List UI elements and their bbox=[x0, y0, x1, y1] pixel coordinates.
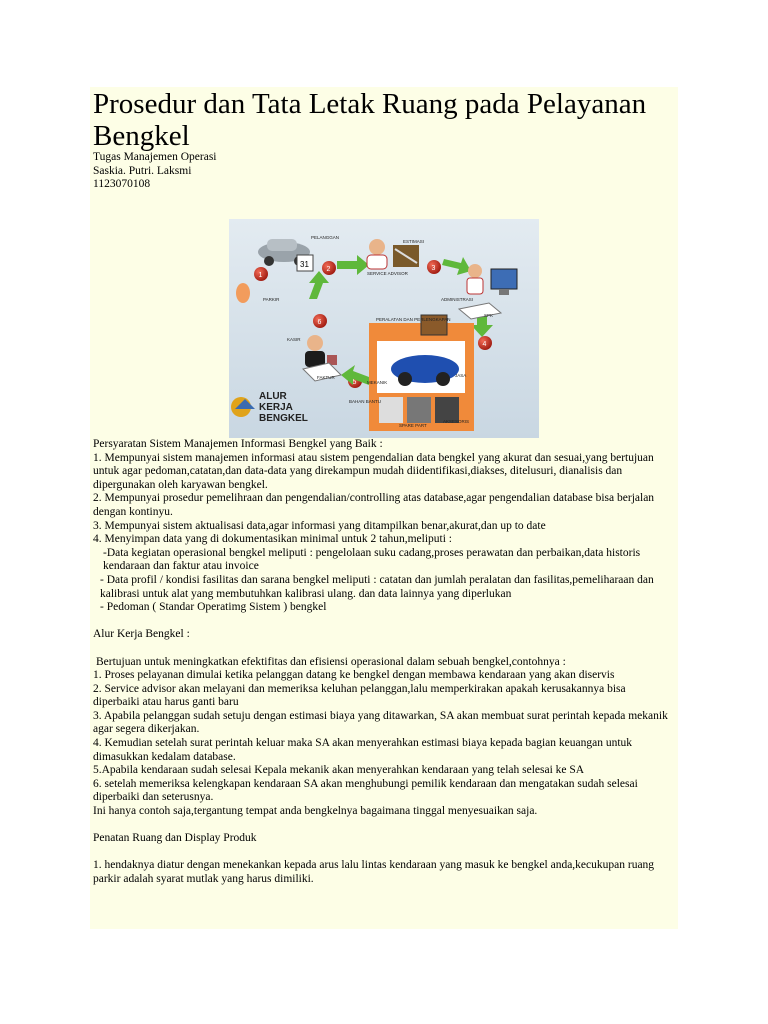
requirement-item-2: 2. Mempunyai prosedur pemelihraan dan pengendalian/controlling atas database,agar pengendalian database bisa berjalan dengan kontinyu. bbox=[93, 492, 655, 518]
requirement-item-1: 1. Mempunyai sistem manajemen informasi atau sistem pengendalian data bengkel yang akurat dan sesuai,yang bertujuan untuk agar pedoman,catatan,dan data-data yang direkampun mudah diidentifikasi,diakses, ditelusuri, dianalisis dan dipergunakan oleh karyawan bengkel. bbox=[93, 451, 654, 491]
label-aksesoris: AKSESORIS bbox=[443, 419, 470, 424]
document-body bbox=[93, 438, 673, 887]
step-number-3: 3 bbox=[431, 265, 436, 272]
label-service-advisor: SERVICE ADVISOR bbox=[367, 271, 408, 276]
mechanic-tools-icon bbox=[393, 245, 419, 267]
step-number-5: 5 bbox=[352, 379, 357, 386]
workflow-figure bbox=[229, 219, 539, 438]
logo-text-alur: ALUR bbox=[259, 391, 287, 402]
label-mekanik: MEKANIK bbox=[367, 380, 388, 385]
document-student-id: 1123070108 bbox=[93, 178, 151, 190]
requirement-subitem-3: - Pedoman ( Standar Operatimg Sistem ) bengkel bbox=[100, 601, 327, 614]
step-ball-4 bbox=[478, 336, 492, 350]
workflow-step-2: 2. Service advisor akan melayani dan memeriksa keluhan pelanggan,lalu memperkirakan apakah kerusakannya bisa diperbaiki atau harus ganti baru bbox=[93, 682, 626, 709]
label-spk: SPK bbox=[484, 313, 494, 318]
label-bahan: BAHAN BANTU bbox=[349, 399, 382, 404]
workflow-intro: Bertujuan untuk meningkatkan efektifitas dan efisiensi operasional dalam sebuah bengkel,contohnya : bbox=[96, 655, 566, 668]
step-number-4: 4 bbox=[482, 341, 487, 348]
document-title: Prosedur dan Tata Letak Ruang pada Pelayanan Bengkel bbox=[93, 88, 647, 152]
section-heading-layout: Penatan Ruang dan Display Produk bbox=[93, 832, 257, 845]
label-parkir: PARKIR bbox=[263, 297, 280, 302]
parking-hand-icon bbox=[236, 283, 250, 303]
document-author: Saskia. Putri. Laksmi bbox=[93, 164, 192, 177]
label-administrasi: ADMINISTRASI bbox=[441, 297, 474, 302]
label-peralatan: PERALATAN DAN PERLENGKAPAN bbox=[376, 317, 451, 322]
workflow-note: Ini hanya contoh saja,tergantung tempat anda bengkelnya bagaimana tinggal menyesuaikan saja. bbox=[93, 805, 538, 818]
step-ball-3 bbox=[427, 260, 441, 274]
section-heading-requirements: Persyaratan Sistem Manajemen Informasi Bengkel yang Baik : bbox=[93, 438, 383, 450]
step-number-2: 2 bbox=[326, 266, 331, 273]
label-jasa: JASA bbox=[455, 373, 467, 378]
step-number-6: 6 bbox=[317, 319, 322, 326]
label-pelanggan: PELANGGAN bbox=[311, 235, 340, 240]
step-ball-1 bbox=[254, 267, 268, 281]
document-subtitle: Tugas Manajemen Operasi bbox=[93, 151, 217, 163]
document-meta bbox=[93, 151, 217, 192]
logo-text-kerja: KERJA bbox=[259, 402, 293, 413]
logo-text-bengkel: BENGKEL bbox=[259, 413, 308, 424]
step-number-1: 1 bbox=[258, 272, 263, 279]
calendar-icon bbox=[297, 255, 313, 271]
workflow-step-1: 1. Proses pelayanan dimulai ketika pelanggan datang ke bengkel dengan membawa kendaraan yang akan diservis bbox=[93, 669, 615, 682]
workflow-step-5: 5.Apabila kendaraan sudah selesai Kepala mekanik akan menyerahkan kendaraan yang telah selesai ke SA bbox=[93, 764, 585, 777]
workflow-step-4: 4. Kemudian setelah surat perintah keluar maka SA akan menyerahkan estimasi biaya kepada bagian keuangan untuk dimasukkan kedalam database. bbox=[93, 737, 633, 763]
label-estimasi: ESTIMASI bbox=[403, 239, 425, 244]
layout-item-1: 1. hendaknya diatur dengan menekankan kepada arus lalu lintas kendaraan yang masuk ke bengkel anda,kecukupan ruang parkir adalah syarat mutlak yang harus dimiliki. bbox=[93, 859, 655, 885]
workflow-diagram bbox=[229, 219, 539, 438]
section-heading-workflow: Alur Kerja Bengkel : bbox=[93, 628, 190, 641]
step-ball-2 bbox=[322, 261, 336, 275]
requirement-subitem-1: -Data kegiatan operasional bengkel meliputi : pengelolaan suku cadang,proses perawatan dan perbaikan,data historis kendaraan dan faktur atau invoice bbox=[103, 546, 641, 573]
requirement-subitem-2: - Data profil / kondisi fasilitas dan sarana bengkel meliputi : catatan dan jumlah peralatan dan fasilitas,pemeliharaan dan kalibrasi untuk alat yang membutuhkan kalibrasi ulang. dan data lainnya yang diperlukan bbox=[100, 573, 654, 600]
workflow-step-6: 6. setelah memeriksa kelengkapan kendaraan SA akan menghubungi pemilik kendaraan dan mengatakan sudah selesai diperbaiki dan seterusnya. bbox=[93, 777, 638, 804]
label-faktur: FAKTUR bbox=[317, 375, 335, 380]
workflow-step-3: 3. Apabila pelanggan sudah setuju dengan estimasi biaya yang ditawarkan, SA akan membuat surat perintah kepada mekanik agar segera dikerjakan. bbox=[93, 709, 668, 736]
svg-text:31: 31 bbox=[300, 260, 309, 269]
label-kasir: KASIR bbox=[287, 337, 301, 342]
requirement-item-4: 4. Menyimpan data yang di dokumentasikan minimal untuk 2 tahun,meliputi : bbox=[93, 533, 452, 546]
requirement-item-3: 3. Mempunyai sistem aktualisasi data,agar informasi yang ditampilkan benar,akurat,dan up to date bbox=[93, 519, 546, 532]
step-ball-6 bbox=[313, 314, 327, 328]
label-spare-part: SPARE PART bbox=[399, 423, 427, 428]
